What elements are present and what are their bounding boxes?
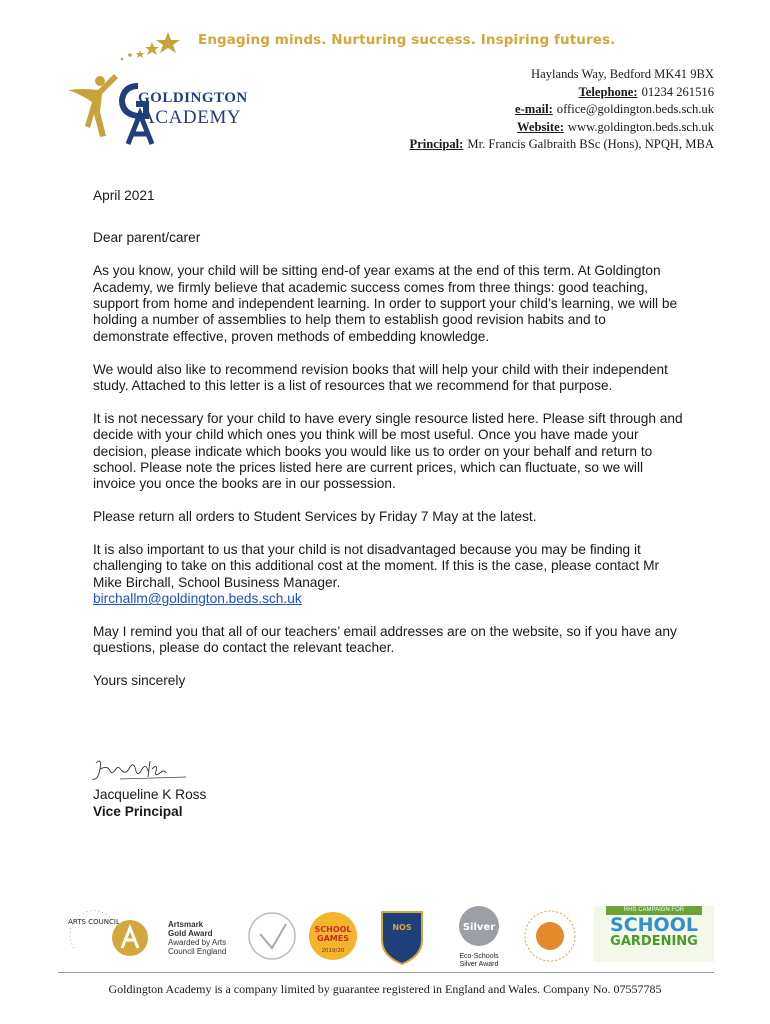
eco-badge-text: Silver (462, 922, 496, 933)
business-manager-email-link[interactable]: birchallm@goldington.beds.sch.uk (93, 591, 302, 607)
salutation: Dear parent/carer (93, 230, 201, 246)
paragraph-4: Please return all orders to Student Services by Friday 7 May at the latest. (93, 509, 537, 525)
footer-legal-text: Goldington Academy is a company limited by guarantee registered in England and Wales. Company No. 07557785 (108, 982, 662, 996)
signer-role: Vice Principal (93, 804, 183, 819)
closing: Yours sincerely (93, 673, 186, 689)
gardening-line2: GARDENING (610, 934, 698, 949)
school-gardening-badge (594, 906, 714, 962)
handwritten-signature (90, 755, 190, 787)
tagline: Engaging minds. Nurturing success. Inspiring futures. (198, 32, 616, 48)
principal-value: Mr. Francis Galbraith BSc (Hons), NPQH, MBA (467, 137, 714, 151)
signer-name: Jacqueline K Ross (93, 787, 207, 802)
school-games-line1: SCHOOL (314, 925, 352, 934)
email-label: e-mail: (515, 102, 553, 116)
quality-mark-badge (246, 910, 298, 962)
signer-block (93, 786, 206, 820)
footer-divider (58, 972, 714, 973)
email-line (410, 101, 715, 119)
nos-shield-badge (378, 906, 426, 966)
telephone-line (410, 84, 715, 102)
artsmark-level: Gold Award (168, 929, 213, 938)
eco-label-1: Eco-Schools (459, 953, 499, 960)
eco-label-2: Silver Award (459, 961, 499, 968)
letter-body (93, 188, 683, 706)
gardening-top: RHS CAMPAIGN FOR (606, 906, 702, 915)
website-value[interactable]: www.goldington.beds.sch.uk (567, 119, 714, 134)
paragraph-1: As you know, your child will be sitting end-of year exams at the end of this term. At Goldington Academy, we firmly believe that academic success comes from three things: good teaching, support from home and independent learning. In order to support your child’s learning, we will be holding a number of assemblies to help them to establish good revision habits and to demonstrate effective, proven methods of embedding knowledge. (93, 263, 678, 344)
website-line (410, 119, 715, 137)
paragraph-2: We would also like to recommend revision books that will help your child with their independent study. Attached to this letter is a list of resources that we recommend for that purpose. (93, 361, 668, 394)
contact-block (410, 66, 715, 154)
school-games-line2: GAMES (317, 934, 349, 943)
address: Haylands Way, Bedford MK41 9BX (531, 67, 714, 81)
paragraph-3: It is not necessary for your child to have every single resource listed here. Please sift through and decide with your child which ones you think will be most useful. Once you have made your decision, please indicate which books you would like us to order on your behalf and return to school. Please note the prices listed here are current prices, which can fluctuate, so we will invoice you once the books are in our possession. (93, 410, 683, 492)
nos-label: NOS (392, 923, 412, 932)
school-games-year: 2019/20 (321, 948, 345, 954)
artsmark-council: Council England (168, 947, 227, 956)
artsmark-text (168, 920, 226, 956)
logo-wordmark-line1: GOLDINGTON (138, 90, 248, 106)
artsmark-awarded: Awarded by Arts (168, 938, 227, 947)
paragraph-5: It is also important to us that your child is not disadvantaged because you may be finding it challenging to take on this additional cost at the moment. If this is the case, please contact Mr Mike Birchall, School Business Manager. (93, 542, 660, 590)
telephone-value: 01234 261516 (641, 84, 714, 99)
artsmark-title: Artsmark (168, 920, 204, 929)
logo-figure-icon (60, 28, 280, 148)
awards-strip (60, 900, 720, 972)
website-label: Website: (517, 119, 564, 134)
principal-label: Principal: (409, 137, 464, 151)
school-games-badge (307, 910, 359, 962)
school-logo (60, 28, 280, 148)
email-value[interactable]: office@goldington.beds.sch.uk (556, 102, 714, 116)
orange-ring-award-badge (522, 908, 578, 964)
principal-line (410, 136, 715, 154)
arts-council-text: ARTS COUNCIL (68, 918, 120, 926)
eco-schools-badge (454, 904, 504, 968)
paragraph-6: May I remind you that all of our teachers’ email addresses are on the website, so if you have any questions, please do contact the relevant teacher. (93, 624, 677, 656)
logo-wordmark-line2: ACADEMY (141, 107, 242, 128)
letter-date: April 2021 (93, 188, 155, 203)
telephone-label: Telephone: (578, 84, 638, 99)
gardening-line1: SCHOOL (610, 914, 698, 936)
artsmark-icon (110, 918, 150, 958)
